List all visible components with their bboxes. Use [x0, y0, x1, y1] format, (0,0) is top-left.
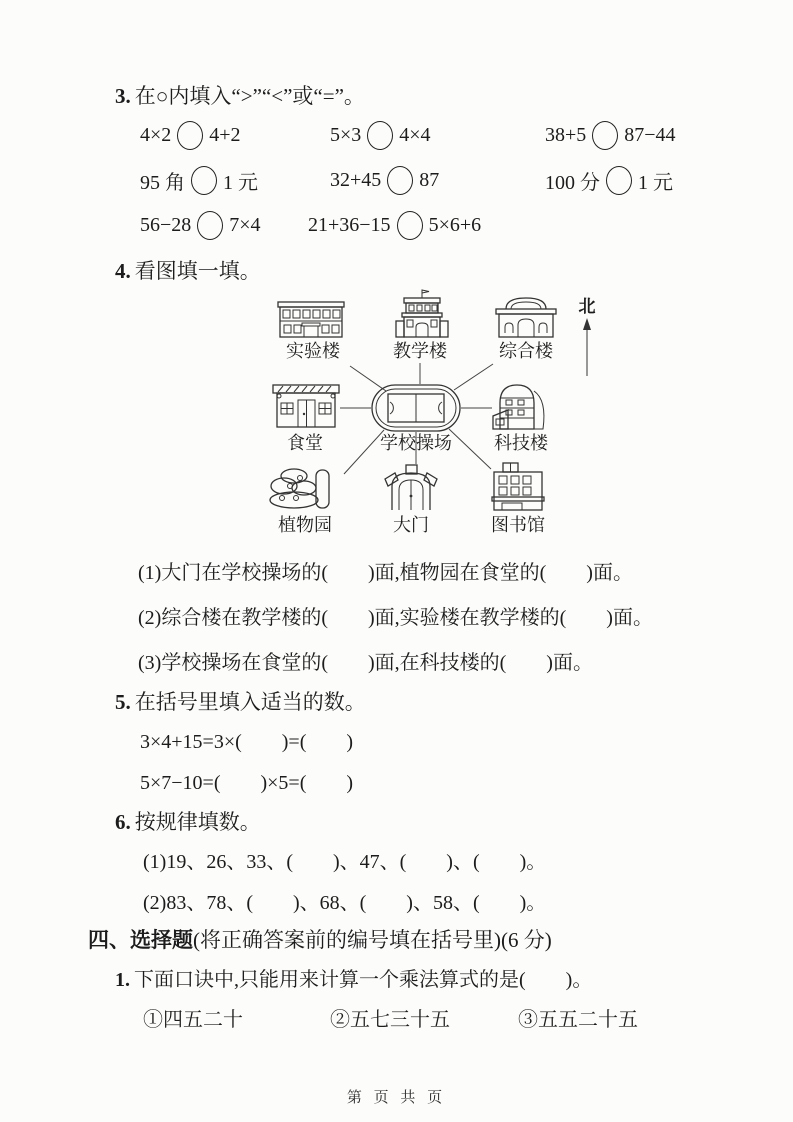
comparison-item — [330, 164, 439, 196]
q6-line-2: (2)83、78、( )、68、( )、58、( )。 — [143, 892, 547, 914]
comprehensive-building-icon — [496, 298, 556, 337]
canteen-label: 食堂 — [287, 433, 323, 453]
q5-line-2: 5×7−10=( )×5=( ) — [140, 772, 354, 794]
canteen-icon — [273, 385, 339, 427]
option-2: ②五七三十五 — [330, 1009, 450, 1031]
expr-left: 95 角 — [140, 171, 185, 194]
library-label: 图书馆 — [491, 515, 545, 535]
teaching-building-icon — [396, 290, 448, 337]
section4-q1 — [115, 963, 592, 992]
library-icon — [492, 463, 544, 510]
q4-sub-2: (2)综合楼在教学楼的( )面,实验楼在教学楼的( )面。 — [138, 607, 653, 629]
q4-number: 4. — [115, 259, 131, 283]
lab-building-icon — [278, 302, 344, 337]
expr-right: 4×4 — [399, 123, 431, 146]
option-3: ③五五二十五 — [518, 1009, 638, 1031]
q4-title: 看图填一填。 — [134, 259, 261, 283]
answer-circle — [177, 121, 203, 150]
playground-label: 学校操场 — [380, 433, 452, 453]
comparison-item — [545, 119, 676, 151]
q3-title: 在○内填入“>”“<”或“=”。 — [134, 84, 365, 108]
expr-left: 4×2 — [140, 123, 172, 146]
comparison-item — [140, 164, 258, 196]
q5-number: 5. — [115, 690, 131, 714]
scitech-label: 科技楼 — [494, 433, 548, 453]
q5-title: 在括号里填入适当的数。 — [134, 690, 366, 714]
section4-title: 四、选择题 — [88, 928, 193, 952]
garden-label: 植物园 — [278, 515, 332, 535]
expr-right: 1 元 — [638, 171, 673, 194]
comprehensive-label: 综合楼 — [499, 341, 553, 361]
comparison-item — [308, 209, 481, 241]
option-1: ①四五二十 — [143, 1009, 243, 1031]
q4-heading — [115, 255, 261, 285]
expr-right: 5×6+6 — [428, 213, 482, 236]
q3-number: 3. — [115, 84, 131, 108]
page-footer: 第 页 共 页 — [346, 1090, 447, 1106]
section4-q1-text: 下面口诀中,只能用来计算一个乘法算式的是( )。 — [134, 969, 593, 991]
expr-right: 87 — [419, 168, 440, 191]
expr-right: 1 元 — [223, 171, 258, 194]
expr-left: 5×3 — [330, 123, 362, 146]
q6-line-1: (1)19、26、33、( )、47、( )、( )。 — [143, 851, 547, 873]
answer-circle — [397, 211, 423, 240]
north-label: 北 — [578, 297, 596, 316]
section4-q1-number: 1. — [115, 969, 130, 991]
expr-left: 32+45 — [330, 168, 382, 191]
lab-label: 实验楼 — [286, 341, 340, 361]
expr-left: 21+36−15 — [308, 213, 391, 236]
q6-heading — [115, 806, 261, 836]
answer-circle — [387, 166, 413, 195]
expr-left: 100 分 — [545, 171, 600, 194]
answer-circle — [606, 166, 632, 195]
expr-right: 87−44 — [624, 123, 676, 146]
answer-circle — [191, 166, 217, 195]
expr-left: 56−28 — [140, 213, 192, 236]
gate-label: 大门 — [393, 515, 429, 535]
answer-circle — [197, 211, 223, 240]
comparison-item — [140, 119, 241, 151]
school-map — [256, 288, 606, 543]
scitech-building-icon — [493, 385, 544, 429]
north-arrow-icon — [583, 318, 591, 376]
comparison-item — [545, 164, 673, 196]
expr-left: 38+5 — [545, 123, 587, 146]
q6-title: 按规律填数。 — [134, 810, 261, 834]
q4-sub-1: (1)大门在学校操场的( )面,植物园在食堂的( )面。 — [138, 562, 633, 584]
section4-heading — [88, 924, 552, 954]
section4-subtitle: (将正确答案前的编号填在括号里)(6 分) — [193, 928, 552, 952]
q6-number: 6. — [115, 810, 131, 834]
expr-right: 4+2 — [209, 123, 241, 146]
answer-circle — [592, 121, 618, 150]
teaching-label: 教学楼 — [393, 341, 447, 361]
garden-icon — [270, 469, 329, 508]
q5-heading — [115, 686, 366, 716]
q5-line-1: 3×4+15=3×( )=( ) — [140, 731, 354, 753]
playground-icon — [372, 385, 460, 431]
comparison-item — [140, 209, 261, 241]
gate-icon — [385, 465, 437, 510]
q4-sub-3: (3)学校操场在食堂的( )面,在科技楼的( )面。 — [138, 652, 593, 674]
expr-right: 7×4 — [229, 213, 261, 236]
comparison-item — [330, 119, 431, 151]
answer-circle — [367, 121, 393, 150]
q3-heading — [115, 80, 365, 110]
